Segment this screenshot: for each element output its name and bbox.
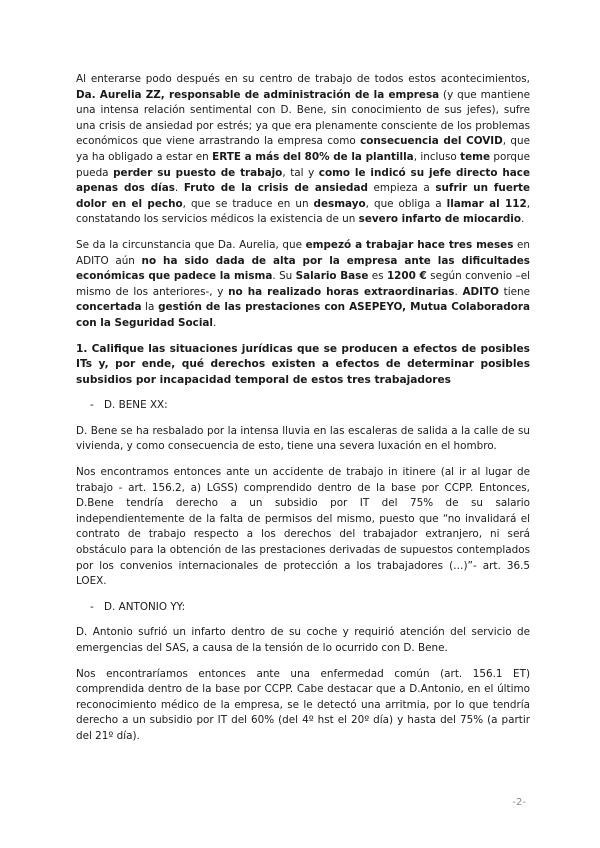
text-run: la (141, 301, 159, 314)
text-run: (y que mantiene una intensa relación sentimental con D. Bene, sin conocimiento de sus jefes), sufre una crisis de ansiedad por estrés; ya que era plenamente consciente de los problemas económicos que viene arrastrando la empresa como (76, 88, 531, 148)
text-run: . (454, 285, 463, 298)
text-run: Se da la circunstancia que Da. Aurelia, que (76, 238, 306, 251)
text-run: , que obliga a (365, 197, 447, 210)
page-number: -2- (512, 797, 526, 808)
bold-text-run: teme (460, 150, 491, 163)
bold-text-run: como le indicó su jefe directo hace apenas dos días (76, 166, 530, 195)
text-run: es (368, 270, 387, 283)
text-run: tiene (498, 285, 530, 298)
paragraph-antonio-analysis: Nos encontraríamos entonces ante una enfermedad común (art. 156.1 ET) comprendida dentro de la base por CCPP. Cabe destacar que a D.Antonio, en el último reconocimiento médico de la empresa, se le detectó una arritmia, por lo que tendría derecho a un subsidio por IT del 60% (del 4º hst el 20º día) y hasta del 75% (a partir del 21º día). (76, 667, 530, 742)
text-run: , tal y (282, 166, 319, 179)
bold-text-run: Da. Aurelia ZZ, responsable de administración de la empresa (76, 88, 440, 101)
bold-text-run: perder su puesto de trabajo (113, 166, 283, 179)
paragraph-bene-analysis: Nos encontramos entonces ante un accidente de trabajo in itinere (al ir al lugar de trabajo - art. 156.2, a) LGSS) comprendido dentro de la base por CCPP. Entonces, D.Bene tendría derecho a un subsidio por IT del 75% de su salario independientemente de la falta de permisos del mismo, puesto que “no invalidará el contrato de trabajo respecto a los derechos del trabajador extranjero, ni será obstáculo para la obtención de las prestaciones derivadas de supuestos contemplados por los convenios internacionales de protección a los trabajadores (…)”- art. 36.5 LOEX. (76, 466, 530, 588)
bold-text-run: no ha realizado horas extraordinarias (228, 285, 455, 298)
bold-text-run: Salario Base (295, 270, 369, 283)
section-heading-bene (76, 398, 530, 414)
text-run: , que se traduce en un (182, 197, 314, 210)
paragraph-aurelia-incident (76, 72, 530, 228)
bold-text-run: concertada (76, 301, 142, 314)
text-run: en ADITO aún (76, 238, 531, 267)
bold-text-run: no ha sido dada de alta por la empresa ante las dificultades económicas que padece la misma (76, 254, 530, 283)
text-run: , constatando los servicios médicos la existencia de un (76, 197, 530, 226)
document-body (76, 72, 530, 755)
paragraph-antonio-facts: D. Antonio sufrió un infarto dentro de su coche y requirió atención del servicio de emergencias del SAS, a causa de la tensión de lo ocurrido con D. Bene. (76, 626, 530, 654)
antonio-heading-label: D. ANTONIO YY: (104, 600, 186, 613)
text-run: empieza a (367, 182, 436, 195)
bene-heading-label: D. BENE XX: (104, 399, 168, 412)
bold-text-run: consecuencia del COVID (360, 135, 503, 148)
bold-text-run: ADITO (462, 285, 499, 298)
dash-bullet: - (90, 600, 94, 613)
text-run: , que ya ha obligado a estar en (76, 135, 531, 163)
bold-text-run: severo infarto de miocardio (358, 213, 521, 226)
text-run: Al enterarse podo después en su centro de trabajo de todos estos acontecimientos, (76, 73, 530, 85)
bold-text-run: ERTE a más del 80% de la plantilla (212, 150, 414, 163)
paragraph-aurelia-employment (76, 238, 530, 332)
text-run: , incluso (413, 150, 461, 163)
bold-text-run: Fruto de la crisis de ansiedad (183, 182, 368, 195)
dash-bullet: - (90, 399, 94, 412)
bold-text-run: empezó a trabajar hace tres meses (305, 238, 514, 251)
text-run: . (174, 182, 184, 195)
text-run: . Su (272, 270, 296, 283)
bold-text-run: sufrir un fuerte dolor en el pecho (76, 182, 531, 210)
question-heading: 1. Califique las situaciones jurídicas que se producen a efectos de posibles ITs y, por ende, qué derechos existen a efectos de determinar posibles subsidios por incapacidad temporal de estos tres trabajadores (76, 342, 530, 386)
paragraph-bene-facts: D. Bene se ha resbalado por la intensa lluvia en las escaleras de salida a la calle de su vivienda, y como consecuencia de esto, tiene una severa luxación en el hombro. (76, 424, 530, 453)
text-run: según convenio –el mismo de los anteriores-, y (76, 270, 530, 298)
text-run: . (520, 213, 525, 226)
section-heading-antonio (76, 600, 530, 616)
bold-text-run: llamar al 112 (446, 197, 527, 210)
bold-text-run: desmayo (313, 197, 366, 210)
text-run: porque pueda (76, 150, 531, 179)
bold-text-run: gestión de las prestaciones con ASEPEYO, Mutua Colaboradora con la Seguridad Social (76, 301, 530, 329)
bold-text-run: 1200 € (386, 270, 427, 283)
text-run: . (212, 316, 217, 329)
